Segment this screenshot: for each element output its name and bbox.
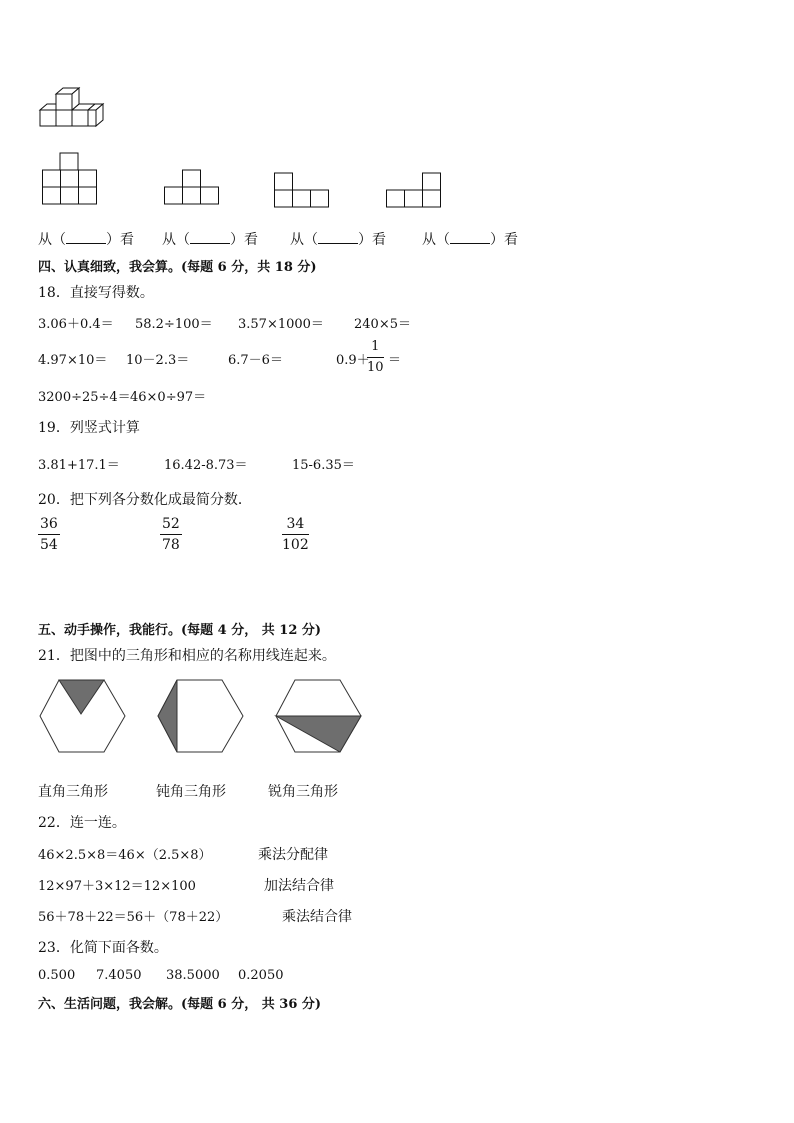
q20-title: 20．把下列各分数化成最简分数． bbox=[38, 492, 252, 508]
q18-item-6: 10－2.3＝ bbox=[126, 353, 190, 368]
q18-item-7: 6.7－6＝ bbox=[228, 353, 283, 368]
view-label-prefix: 从（ bbox=[290, 232, 318, 248]
q18-frac-suffix: ＝ bbox=[388, 353, 402, 368]
q20-fraction-2 bbox=[160, 514, 182, 555]
view-label-suffix: ）看 bbox=[106, 232, 134, 248]
answer-blank[interactable] bbox=[66, 233, 106, 244]
q23-item-2: 7.4050 bbox=[96, 968, 142, 983]
answer-blank[interactable] bbox=[190, 233, 230, 244]
fraction-denominator: 78 bbox=[162, 537, 180, 553]
q18-title: 18．直接写得数。 bbox=[38, 285, 154, 301]
view-label-suffix: ）看 bbox=[358, 232, 386, 248]
view-label-prefix: 从（ bbox=[422, 232, 450, 248]
q22-right-1: 乘法分配律 bbox=[258, 847, 328, 863]
hexagon-figure-1 bbox=[38, 678, 128, 754]
view-shape-1 bbox=[42, 152, 98, 206]
answer-blank[interactable] bbox=[450, 233, 490, 244]
q19-title: 19．列竖式计算 bbox=[38, 420, 140, 436]
q23-title: 23．化简下面各数。 bbox=[38, 940, 168, 956]
view-label-suffix: ）看 bbox=[230, 232, 258, 248]
q22-title: 22．连一连。 bbox=[38, 815, 126, 831]
q20-fraction-1 bbox=[38, 514, 60, 555]
view-shape-4 bbox=[386, 172, 442, 208]
q18-item-1: 3.06＋0.4＝ bbox=[38, 317, 114, 332]
view-label-1 bbox=[38, 229, 134, 249]
view-label-prefix: 从（ bbox=[38, 232, 66, 248]
fraction-denominator: 102 bbox=[282, 537, 309, 553]
fraction-numerator: 52 bbox=[160, 514, 182, 535]
view-label-4 bbox=[422, 229, 518, 249]
q21-name-1: 直角三角形 bbox=[38, 784, 108, 800]
section6-title: 六、生活问题，我会解。(每题 6 分， 共 36 分) bbox=[38, 997, 322, 1012]
view-shape-3 bbox=[274, 172, 330, 208]
hexagon-figure-3 bbox=[274, 678, 364, 754]
hexagon-figure-2 bbox=[156, 678, 246, 754]
view-label-2 bbox=[162, 229, 258, 249]
fraction-denominator: 54 bbox=[40, 537, 58, 553]
answer-blank[interactable] bbox=[318, 233, 358, 244]
q19-item-2: 16.42-8.73＝ bbox=[164, 458, 248, 473]
cube-stack-figure bbox=[38, 86, 108, 130]
q22-right-3: 乘法结合律 bbox=[282, 909, 352, 925]
q22-left-2: 12×97＋3×12＝12×100 bbox=[38, 879, 196, 894]
q18-frac-prefix: 0.9＋ bbox=[336, 353, 370, 368]
q18-item-2: 58.2÷100＝ bbox=[135, 317, 213, 332]
q21-title: 21．把图中的三角形和相应的名称用线连起来。 bbox=[38, 648, 336, 664]
section5-title: 五、动手操作，我能行。(每题 4 分， 共 12 分) bbox=[38, 623, 322, 638]
view-shape-2 bbox=[164, 169, 220, 207]
q19-item-3: 15-6.35＝ bbox=[292, 458, 355, 473]
section4-title: 四、认真细致，我会算。(每题 6 分，共 18 分) bbox=[38, 260, 317, 275]
q23-item-3: 38.5000 bbox=[166, 968, 220, 983]
fraction-denominator: 10 bbox=[367, 360, 384, 375]
q18-item-5: 4.97×10＝ bbox=[38, 353, 108, 368]
fraction-numerator: 1 bbox=[367, 337, 384, 358]
q19-item-1: 3.81+17.1＝ bbox=[38, 458, 120, 473]
q22-left-3: 56＋78＋22＝56＋（78＋22） bbox=[38, 910, 229, 925]
q18-item-9: 46×0÷97＝ bbox=[130, 390, 207, 405]
q21-name-2: 钝角三角形 bbox=[156, 784, 226, 800]
view-label-suffix: ）看 bbox=[490, 232, 518, 248]
view-label-prefix: 从（ bbox=[162, 232, 190, 248]
q22-left-1: 46×2.5×8＝46×（2.5×8） bbox=[38, 848, 212, 863]
q18-fraction bbox=[367, 337, 384, 378]
q18-item-4: 240×5＝ bbox=[354, 317, 411, 332]
fraction-numerator: 34 bbox=[282, 514, 309, 535]
q23-item-1: 0.500 bbox=[38, 968, 76, 983]
q18-item-8: 3200÷25÷4＝ bbox=[38, 390, 131, 405]
q22-right-2: 加法结合律 bbox=[264, 878, 334, 894]
q20-fraction-3 bbox=[282, 514, 309, 555]
q21-name-3: 锐角三角形 bbox=[268, 784, 338, 800]
q18-item-3: 3.57×1000＝ bbox=[238, 317, 324, 332]
view-label-3 bbox=[290, 229, 386, 249]
q23-item-4: 0.2050 bbox=[238, 968, 284, 983]
fraction-numerator: 36 bbox=[38, 514, 60, 535]
